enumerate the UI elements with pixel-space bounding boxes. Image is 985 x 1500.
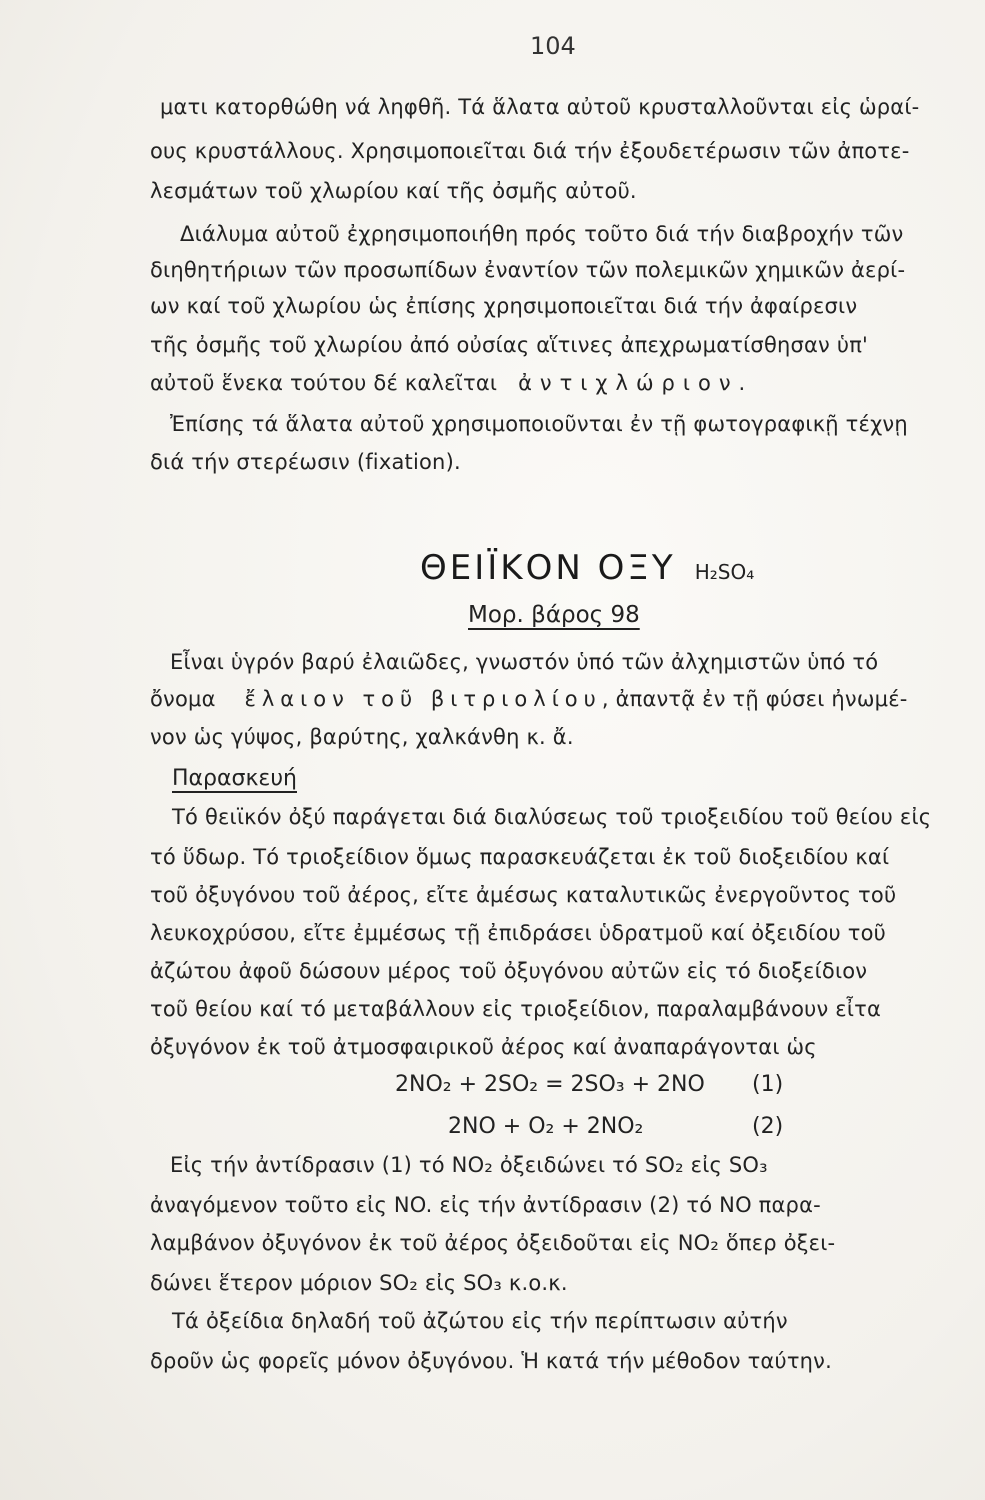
equation-1: 2NO₂ + 2SO₂ = 2SO₃ + 2NO — [395, 1072, 705, 1097]
text-line: ων καί τοῦ χλωρίου ὡς ἐπίσης χρησιμοποιεῖται διά τήν ἀφαίρεσιν — [150, 294, 858, 318]
page-number: 104 — [530, 32, 576, 60]
heading-formula: H₂SO₄ — [694, 560, 755, 584]
text-line: Διάλυμα αὐτοῦ ἐχρησιμοποιήθη πρός τοῦτο διά τήν διαβροχήν τῶν — [180, 222, 904, 246]
molecular-weight: Μορ. βάρος 98 — [468, 602, 640, 628]
equation-2: 2NO + O₂ + 2NO₂ — [448, 1114, 644, 1139]
oil-prefix: ὄνομα — [150, 687, 216, 711]
text-line: ους κρυστάλλους. Χρησιμοποιεῖται διά τήν ἐξουδετέρωσιν τῶν ἀποτε- — [150, 139, 910, 163]
text-line: ἀναγόμενον τοῦτο εἰς NO. εἰς τήν ἀντίδρασιν (2) τό NO παρα- — [150, 1193, 821, 1217]
equation-2-number: (2) — [752, 1114, 784, 1139]
antichlor-term: ἀντιχλώριον. — [518, 371, 754, 395]
text-line: Εἶναι ὑγρόν βαρύ ἐλαιῶδες, γνωστόν ὑπό τῶν ἀλχημιστῶν ὑπό τό — [170, 650, 879, 674]
antichlor-prefix: αὐτοῦ ἕνεκα τούτου δέ καλεῖται — [150, 371, 498, 395]
text-line: δώνει ἕτερον μόριον SO₂ εἰς SO₃ κ.ο.κ. — [150, 1271, 568, 1295]
text-line: ματι κατορθώθη νά ληφθῆ. Τά ἅλατα αὐτοῦ κρυσταλλοῦνται εἰς ὡραί- — [160, 95, 920, 119]
text-line: Τά ὀξείδια δηλαδή τοῦ ἀζώτου εἰς τήν περίπτωσιν αὐτήν — [172, 1309, 788, 1333]
text-line: λαμβάνον ὀξυγόνον ἐκ τοῦ ἀέρος ὀξειδοῦται εἰς NO₂ ὅπερ ὀξει- — [150, 1231, 836, 1255]
oil-suffix: , ἀπαντᾷ ἐν τῇ φύσει ἠνωμέ- — [601, 687, 908, 711]
text-line: τῆς ὀσμῆς τοῦ χλωρίου ἀπό οὐσίας αἵτινες ἀπεχρωματίσθησαν ὑπ' — [150, 333, 869, 357]
equation-1-number: (1) — [752, 1072, 784, 1097]
text-line: διηθητήριων τῶν προσωπίδων ἐναντίον τῶν πολεμικῶν χημικῶν ἀερί- — [150, 258, 906, 282]
text-line: λεσμάτων τοῦ χλωρίου καί τῆς ὀσμῆς αὐτοῦ. — [150, 179, 637, 203]
text-line: τό ὕδωρ. Τό τριοξείδιον ὅμως παρασκευάζεται ἐκ τοῦ διοξειδίου καί — [150, 845, 890, 869]
text-line: ἀζώτου ἀφοῦ δώσουν μέρος τοῦ ὀξυγόνου αὐτῶν εἰς τό διοξείδιον — [150, 959, 868, 983]
text-line: τοῦ θείου καί τό μεταβάλλουν εἰς τριοξείδιον, παραλαμβάνουν εἶτα — [150, 997, 882, 1021]
text-line: Ἐπίσης τά ἅλατα αὐτοῦ χρησιμοποιοῦνται ἐν τῇ φωτογραφικῇ τέχνῃ — [170, 412, 908, 436]
text-line: Τό θειϊκόν ὀξύ παράγεται διά διαλύσεως τοῦ τριοξειδίου τοῦ θείου εἰς — [172, 805, 932, 829]
text-line: νον ὡς γύψος, βαρύτης, χαλκάνθη κ. ἄ. — [150, 725, 574, 749]
section-heading — [420, 548, 754, 588]
heading-title: ΘΕΙΪΚΟΝ ΟΞΥ — [420, 548, 676, 588]
text-line-oil — [150, 684, 965, 714]
oil-term: ἔλαιον τοῦ βιτριολίου — [244, 687, 602, 711]
text-line-antichlor — [150, 368, 965, 398]
text-line: ὀξυγόνον ἐκ τοῦ ἀτμοσφαιρικοῦ ἀέρος καί ἀναπαράγονται ὡς — [150, 1035, 817, 1059]
text-line: λευκοχρύσου, εἴτε ἐμμέσως τῇ ἐπιδράσει ὑδρατμοῦ καί ὀξειδίου τοῦ — [150, 921, 886, 945]
section-title: Παρασκευή — [172, 766, 297, 791]
text-line-fixation: διά τήν στερέωσιν (fixation). — [150, 450, 461, 474]
text-line: τοῦ ὀξυγόνου τοῦ ἀέρος, εἴτε ἀμέσως καταλυτικῶς ἐνεργοῦντος τοῦ — [150, 883, 897, 907]
text-line: δροῦν ὡς φορεῖς μόνον ὀξυγόνου. Ἡ κατά τήν μέθοδον ταύτην. — [150, 1349, 832, 1373]
text-line: Εἰς τήν ἀντίδρασιν (1) τό NO₂ ὀξειδώνει τό SO₂ εἰς SO₃ — [170, 1153, 768, 1177]
